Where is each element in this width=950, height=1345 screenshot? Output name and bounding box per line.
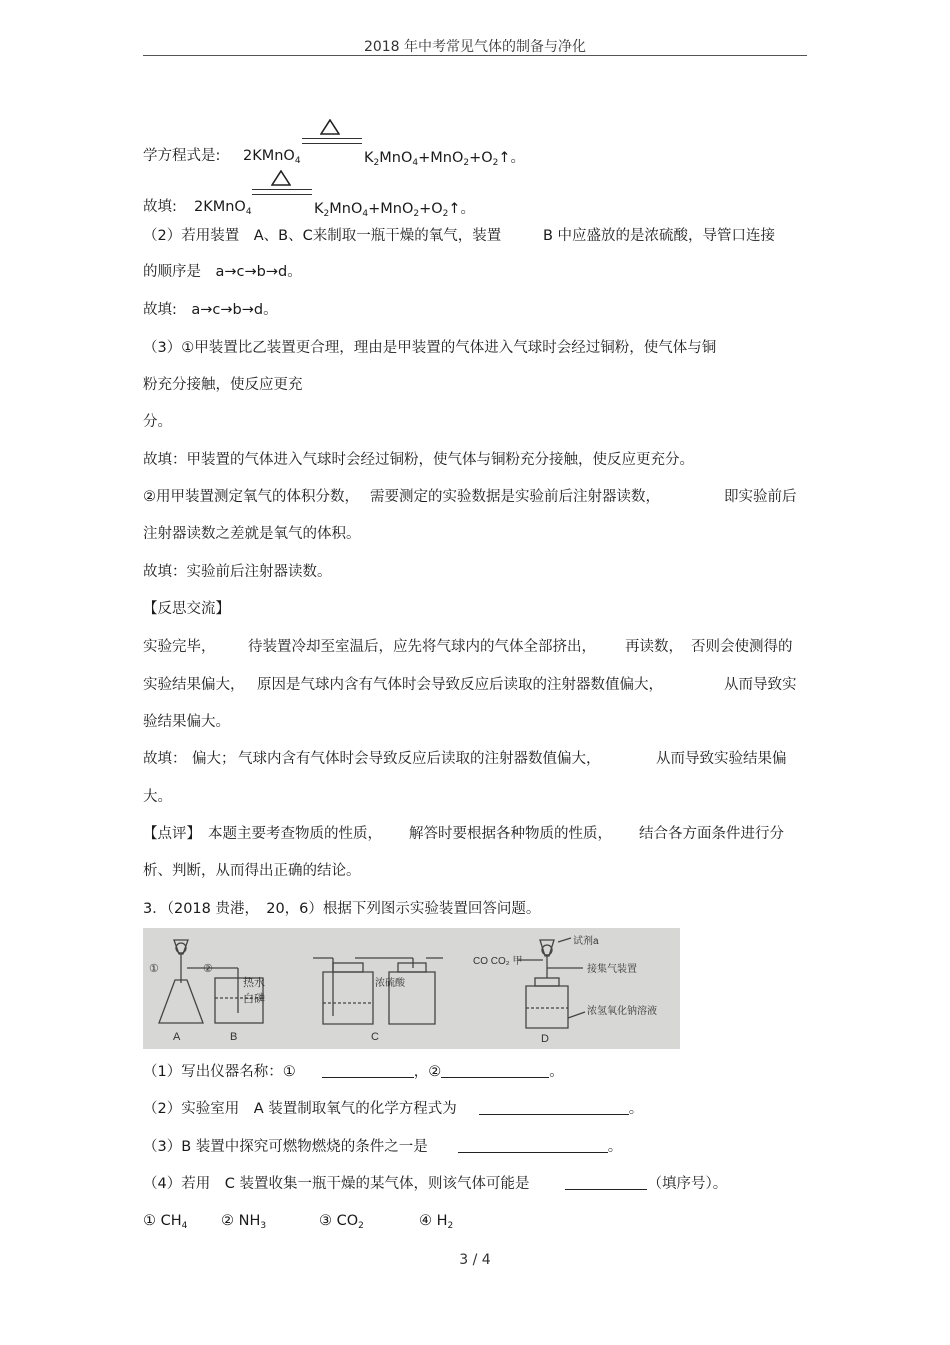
answer-blank[interactable]: [458, 1138, 608, 1153]
text-line: 结合各方面条件进行分: [639, 826, 784, 842]
figure-label: D: [541, 1033, 549, 1045]
text-line: 原因是气球内含有气体时会导致反应后读取的注射器数值偏大，: [257, 677, 663, 693]
question-4: （4）若用 C 装置收集一瓶干燥的某气体，则该气体可能是 （填序号）。: [143, 1176, 728, 1192]
text-line: 即实验前后: [724, 489, 797, 505]
figure-label: 浓氢氧化钠溶液: [587, 1006, 657, 1017]
question-3: （3）B 装置中探究可燃物燃烧的条件之一是 。: [143, 1139, 623, 1155]
page-number: 3 / 4: [459, 1252, 491, 1268]
option-4: ④ $H_2$: [419, 1213, 454, 1231]
text-line: ②用甲装置测定氧气的体积分数，: [143, 489, 359, 505]
section-heading: 【反思交流】: [143, 601, 230, 617]
apparatus-drawing: [143, 928, 680, 1049]
text-line: B 中应盛放的是浓硫酸，导管口连接: [543, 228, 776, 244]
eq2-reactant: 2KMnO$_4$: [194, 199, 252, 217]
eq1-condition: [322, 116, 323, 136]
option-2: ② $NH_3$: [221, 1213, 267, 1231]
eq1-products: $K_2MnO_4+MnO_2+O_2↑$。: [364, 150, 526, 168]
text-line: 气球内含有气体时会导致反应后读取的注射器数值偏大，: [238, 751, 601, 767]
text-line: 大。: [143, 789, 172, 805]
text-line: 析、判断，从而得出正确的结论。: [143, 863, 361, 879]
page-header-title: 2018 年中考常见气体的制备与净化: [363, 39, 587, 55]
heat-condition-icon: [320, 119, 340, 135]
section-heading: 【点评】: [143, 826, 201, 842]
answer-blank[interactable]: [441, 1063, 549, 1078]
eq1-prefix: 学方程式是:: [143, 148, 221, 164]
text-line: （3）①甲装置比乙装置更合理，理由是甲装置的气体进入气球时会经过铜粉，使气体与铜: [143, 340, 717, 356]
option-1: ① $CH_4$: [143, 1213, 188, 1231]
text-line: 实验结果偏大，: [143, 677, 245, 693]
text-line: 从而导致实: [724, 677, 797, 693]
text-line: 故填：实验前后注射器读数。: [143, 564, 332, 580]
text-line: 再读数，: [625, 639, 683, 655]
figure-label: B: [230, 1031, 238, 1043]
figure-label: 白磷: [243, 993, 265, 1005]
text-line: 分。: [143, 414, 172, 430]
heat-condition-icon: [271, 170, 291, 186]
text-line: 验结果偏大。: [143, 714, 230, 730]
text-line: 解答时要根据各种物质的性质，: [409, 826, 612, 842]
answer-blank[interactable]: [565, 1175, 647, 1190]
text-line: 故填：: [143, 751, 187, 767]
text-line: 偏大；: [192, 751, 236, 767]
eq1-reactant: 2KMnO$_4$: [243, 148, 301, 166]
text-line: 从而导致实验结果偏: [656, 751, 787, 767]
text-line: （2）若用装置 A、B、C来制取一瓶干燥的氧气，装置: [143, 228, 502, 244]
eq2-prefix: 故填:: [143, 199, 177, 215]
text-line: 需要测定的实验数据是实验前后注射器读数，: [370, 489, 660, 505]
figure-label: 试剂a: [573, 936, 599, 947]
text-line: 否则会使测得的: [691, 639, 793, 655]
figure-label: ②: [203, 963, 213, 975]
question-1: （1）写出仪器名称：① ，② 。: [143, 1064, 564, 1080]
answer-blank[interactable]: [322, 1063, 414, 1078]
text-line: 注射器读数之差就是氧气的体积。: [143, 526, 361, 542]
header-divider: [143, 55, 807, 56]
text-line: 实验完毕，: [143, 639, 216, 655]
text-line: 待装置冷却至室温后，应先将气球内的气体全部挤出，: [248, 639, 596, 655]
eq2-products: $K_2MnO_4+MnO_2+O_2↑$。: [314, 201, 476, 219]
text-line: 本题主要考查物质的性质，: [208, 826, 382, 842]
text-line: 粉充分接触，使反应更充: [143, 377, 303, 393]
answer-blank[interactable]: [479, 1100, 629, 1115]
text-line: 故填: a→c→b→d。: [143, 302, 278, 318]
question-2: （2）实验室用 A 装置制取氧气的化学方程式为 。: [143, 1101, 644, 1117]
figure-label: 接集气装置: [587, 964, 637, 975]
figure-label: 浓硫酸: [375, 978, 405, 989]
eq1-condition-bar: [302, 138, 362, 144]
figure-label: C: [371, 1031, 379, 1043]
text-line: 故填：甲装置的气体进入气球时会经过铜粉，使气体与铜粉充分接触，使反应更充分。: [143, 452, 694, 468]
figure-label: A: [173, 1031, 181, 1043]
eq2-condition-bar: [252, 189, 312, 195]
figure-label: ①: [149, 963, 159, 975]
figure-label: 热水: [243, 977, 265, 989]
figure-label: CO CO₂ 甲: [473, 956, 523, 967]
apparatus-figure: [143, 928, 680, 1049]
option-3: ③ $CO_2$: [319, 1213, 364, 1231]
eq2-condition: [273, 167, 274, 187]
text-line: 的顺序是 a→c→b→d。: [143, 264, 302, 280]
question-title: 3．（2018 贵港， 20，6）根据下列图示实验装置回答问题。: [143, 901, 541, 917]
